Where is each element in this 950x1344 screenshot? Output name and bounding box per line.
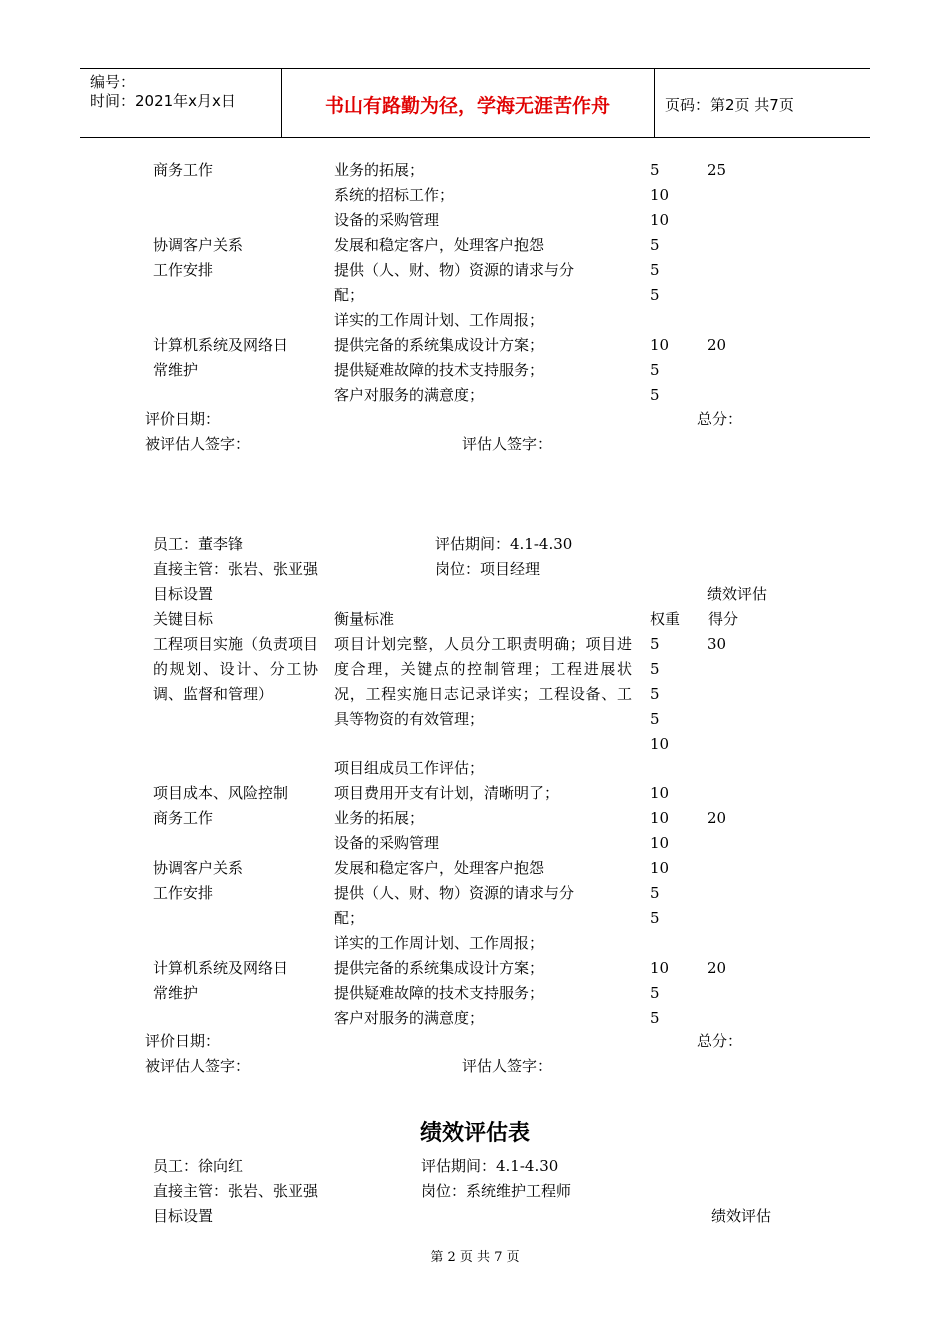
weight-cell: 10 <box>650 809 670 827</box>
score-cell: 25 <box>707 161 727 179</box>
standard-cell: 客户对服务的满意度； <box>334 1009 485 1027</box>
column-key-goal: 关键目标 <box>153 610 214 628</box>
goal-cell: 计算机系统及网络日 <box>153 959 289 977</box>
eval-date-label: 评价日期： <box>145 1032 221 1050</box>
period-label: 评估期间：4.1-4.30 <box>435 535 573 553</box>
total-score-label: 总分： <box>697 410 743 428</box>
page-footer: 第 2 页 共 7 页 <box>430 1250 520 1265</box>
column-score: 得分 <box>708 610 739 628</box>
column-weight: 权重 <box>650 610 681 628</box>
weight-cell: 10 <box>650 959 670 977</box>
goal-cell: 常维护 <box>153 984 199 1002</box>
standard-cell: 提供（人、财、物）资源的请求与分 <box>334 884 575 902</box>
standard-cell: 详实的工作周计划、工作周报； <box>334 311 545 329</box>
standard-cell: 提供完备的系统集成设计方案； <box>334 959 545 977</box>
weight-cell: 5 <box>650 635 660 653</box>
standard-cell: 提供（人、财、物）资源的请求与分 <box>334 261 575 279</box>
goal-cell: 项目成本、风险控制 <box>153 784 289 802</box>
goal-cell: 商务工作 <box>153 161 214 179</box>
goal-setting-header: 目标设置 <box>153 1207 214 1225</box>
form-title: 绩效评估表 <box>419 1121 530 1146</box>
weight-cell: 5 <box>650 909 660 927</box>
score-cell: 20 <box>707 336 727 354</box>
standard-cell: 发展和稳定客户，处理客户抱怨 <box>334 859 545 877</box>
goal-cell: 工作安排 <box>153 884 214 902</box>
standard-block: 项目计划完整，人员分工职责明确；项目进度合理，关键点的控制管理；工程进展状况，工程实施日志记录详实；工程设备、工具等物资的有效管理； <box>334 635 632 728</box>
position-label: 岗位：项目经理 <box>435 560 541 578</box>
weight-cell: 5 <box>650 685 660 703</box>
total-score-label: 总分： <box>697 1032 743 1050</box>
time-label: 时间：2021年x月x日 <box>90 92 236 110</box>
standard-cell: 业务的拓展； <box>334 161 425 179</box>
weight-cell: 5 <box>650 1009 660 1027</box>
header-meta <box>90 73 236 111</box>
goal-project-implementation: 工程项目实施（负责项目的规划、设计、分工协调、监督和管理） <box>153 635 319 703</box>
goal-setting-header: 目标设置 <box>153 585 214 603</box>
standard-cell: 提供完备的系统集成设计方案； <box>334 336 545 354</box>
employee-label: 员工：董李锋 <box>153 535 244 553</box>
weight-cell: 10 <box>650 859 670 877</box>
header-motto: 书山有路勤为径，学海无涯苦作舟 <box>324 95 610 117</box>
weight-cell: 5 <box>650 236 660 254</box>
standard-cell: 设备的采购管理 <box>334 834 440 852</box>
eval-date-label: 评价日期： <box>145 410 221 428</box>
employee-label: 员工：徐向红 <box>153 1157 244 1175</box>
evaluator-signature-label: 评估人签字： <box>462 1057 553 1075</box>
weight-cell: 10 <box>650 211 670 229</box>
header-page-number: 页码：第2页 共7页 <box>665 96 794 114</box>
weight-cell: 5 <box>650 286 660 304</box>
goal-cell: 常维护 <box>153 361 199 379</box>
score-cell: 30 <box>707 635 727 653</box>
standard-cell: 提供疑难故障的技术支持服务； <box>334 984 545 1002</box>
performance-eval-header: 绩效评估 <box>707 585 768 603</box>
standard-cell: 项目费用开支有计划，清晰明了； <box>334 784 560 802</box>
standard-cell: 配； <box>334 909 365 927</box>
standard-cell: 发展和稳定客户，处理客户抱怨 <box>334 236 545 254</box>
goal-cell: 工作安排 <box>153 261 214 279</box>
standard-cell: 详实的工作周计划、工作周报； <box>334 934 545 952</box>
weight-cell: 5 <box>650 884 660 902</box>
standard-cell: 提供疑难故障的技术支持服务； <box>334 361 545 379</box>
standard-cell: 业务的拓展； <box>334 809 425 827</box>
standard-cell: 配； <box>334 286 365 304</box>
standard-cell: 项目组成员工作评估； <box>334 759 485 777</box>
goal-cell: 商务工作 <box>153 809 214 827</box>
weight-cell: 10 <box>650 336 670 354</box>
performance-eval-header: 绩效评估 <box>711 1207 772 1225</box>
goal-cell: 协调客户关系 <box>153 859 244 877</box>
page-header <box>80 68 870 138</box>
goal-cell: 协调客户关系 <box>153 236 244 254</box>
period-label: 评估期间：4.1-4.30 <box>421 1157 559 1175</box>
column-standard: 衡量标准 <box>334 610 395 628</box>
serial-label: 编号： <box>90 73 136 91</box>
weight-cell: 5 <box>650 710 660 728</box>
standard-cell: 客户对服务的满意度； <box>334 386 485 404</box>
standard-cell: 系统的招标工作； <box>334 186 455 204</box>
standard-cell: 设备的采购管理 <box>334 211 440 229</box>
supervisor-label: 直接主管：张岩、张亚强 <box>153 1182 319 1200</box>
weight-cell: 5 <box>650 161 660 179</box>
evaluator-signature-label: 评估人签字： <box>462 435 553 453</box>
weight-cell: 10 <box>650 784 670 802</box>
weight-cell: 5 <box>650 660 660 678</box>
position-label: 岗位：系统维护工程师 <box>421 1182 572 1200</box>
supervisor-label: 直接主管：张岩、张亚强 <box>153 560 319 578</box>
evaluee-signature-label: 被评估人签字： <box>145 1057 251 1075</box>
score-cell: 20 <box>707 809 727 827</box>
weight-cell: 5 <box>650 984 660 1002</box>
weight-cell: 10 <box>650 186 670 204</box>
weight-cell: 10 <box>650 834 670 852</box>
evaluee-signature-label: 被评估人签字： <box>145 435 251 453</box>
goal-cell: 计算机系统及网络日 <box>153 336 289 354</box>
score-cell: 20 <box>707 959 727 977</box>
weight-cell: 5 <box>650 361 660 379</box>
weight-cell: 5 <box>650 386 660 404</box>
weight-cell: 5 <box>650 261 660 279</box>
weight-cell: 10 <box>650 735 670 753</box>
